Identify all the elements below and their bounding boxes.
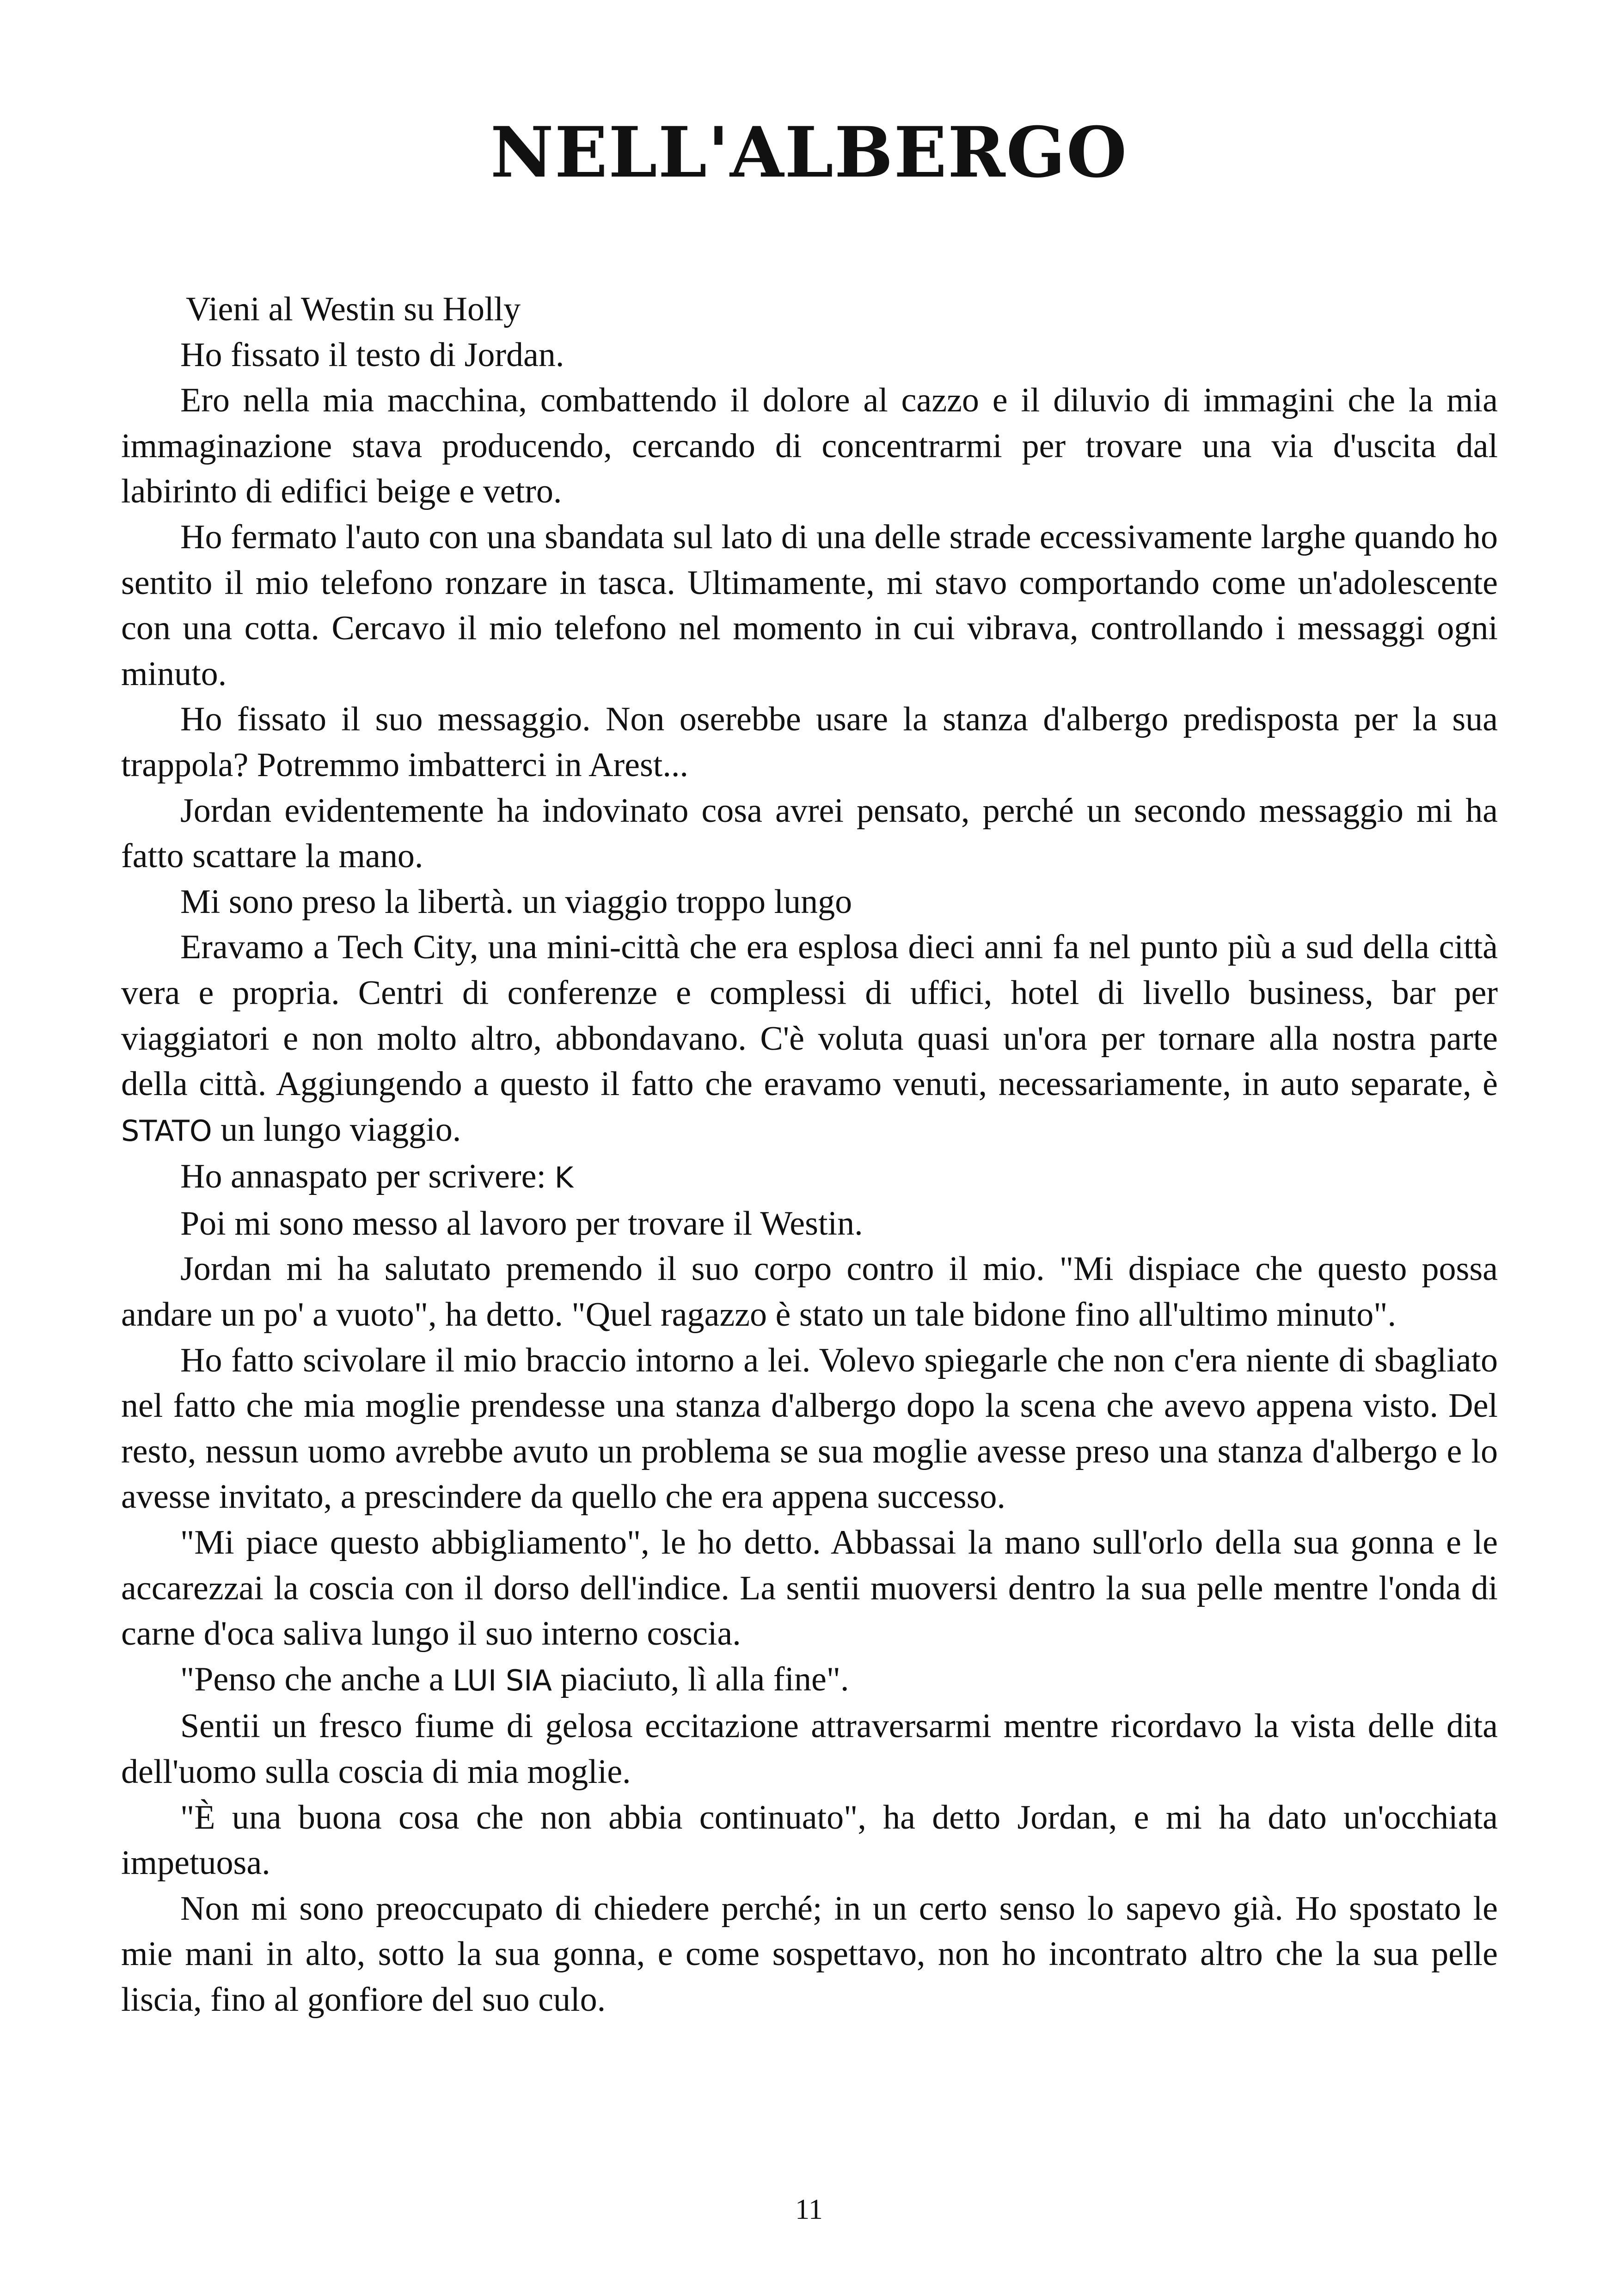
text-segment: Jordan evidentemente ha indovinato cosa avrei pensato, perché un secondo messaggio mi ha fatto scattare la mano. (121, 791, 1498, 876)
paragraph (121, 1246, 1498, 1337)
paragraph (121, 514, 1498, 697)
text-segment: Sentii un fresco fiume di gelosa eccitazione attraversarmi mentre ricordavo la vista delle dita dell'uomo sulla coscia di mia moglie. (121, 1707, 1498, 1791)
text-segment: Poi mi sono messo al lavoro per trovare il Westin. (180, 1204, 863, 1243)
text-segment: Ho fissato il suo messaggio. Non oserebbe usare la stanza d'albergo predisposta per la sua trappola? Potremmo imbatterci in Arest... (121, 700, 1498, 784)
text-segment: un lungo viaggio. (212, 1110, 461, 1149)
text-segment: "Mi piace questo abbigliamento", le ho detto. Abbassai la mano sull'orlo della sua gonna e le accarezzai la coscia con il dorso dell'indice. La sentii muoversi dentro la sua pelle mentre l'onda di carne d'oca saliva lungo il suo interno coscia. (121, 1524, 1498, 1653)
text-segment: Vieni al Westin su Holly (186, 290, 521, 328)
paragraph (121, 287, 1498, 332)
paragraph (121, 1657, 1498, 1704)
paragraph (121, 697, 1498, 788)
text-segment: Ho fatto scivolare il mio braccio intorno a lei. Volevo spiegarle che non c'era niente di sbagliato nel fatto che mia moglie prendesse una stanza d'albergo dopo la scena che avevo appena visto. Del resto, nessun uomo avrebbe avuto un problema se sua moglie avesse preso una stanza d'albergo e lo avesse invitato, a prescindere da quello che era appena successo. (121, 1341, 1498, 1516)
text-segment: Ho fermato l'auto con una sbandata sul lato di una delle strade eccessivamente larghe quando ho sentito il mio telefono ronzare in tasca. Ultimamente, mi stavo comportando come un'adolescente con una cotta. Cercavo il mio telefono nel momento in cui vibrava, controllando i messaggi ogni minuto. (121, 518, 1498, 693)
text-segment: Jordan mi ha salutato premendo il suo corpo contro il mio. "Mi dispiace che questo possa andare un po' a vuoto", ha detto. "Quel ragazzo è stato un tale bidone fino all'ultimo minuto". (121, 1250, 1498, 1334)
inline-sans-text: K (554, 1161, 574, 1195)
paragraph (121, 879, 1498, 925)
page-number: 11 (795, 2194, 823, 2225)
chapter-title: NELL'ALBERGO (490, 112, 1128, 193)
inline-sans-text: STATO (121, 1114, 212, 1148)
paragraph (121, 1201, 1498, 1247)
text-segment: Eravamo a Tech City, una mini-città che era esplosa dieci anni fa nel punto più a sud della città vera e propria. Centri di conferenze e complessi di uffici, hotel di livello business, bar per viaggiatori e non molto altro, abbondavano. C'è voluta quasi un'ora per tornare alla nostra parte della città. Aggiungendo a questo il fatto che eravamo venuti, necessariamente, in auto separate, è (121, 928, 1498, 1103)
paragraph (121, 1886, 1498, 2023)
paragraph (121, 1154, 1498, 1201)
paragraph (121, 1795, 1498, 1886)
text-segment: piaciuto, lì alla fine". (552, 1660, 849, 1698)
paragraph (121, 332, 1498, 378)
paragraph (121, 925, 1498, 1154)
inline-sans-text: LUI SIA (453, 1663, 552, 1697)
paragraph (121, 1338, 1498, 1520)
text-segment: "È una buona cosa che non abbia continuato", ha detto Jordan, e mi ha dato un'occhiata impetuosa. (121, 1798, 1498, 1882)
text-segment: Ero nella mia macchina, combattendo il dolore al cazzo e il diluvio di immagini che la mia immaginazione stava producendo, cercando di concentrarmi per trovare una via d'uscita dal labirinto di edifici beige e vetro. (121, 381, 1498, 511)
paragraph (121, 1703, 1498, 1794)
text-segment: Mi sono preso la libertà. un viaggio troppo lungo (180, 882, 852, 921)
paragraph (121, 788, 1498, 879)
text-segment: "Penso che anche a (180, 1660, 453, 1698)
text-segment: Non mi sono preoccupato di chiedere perché; in un certo senso lo sapevo già. Ho spostato le mie mani in alto, sotto la sua gonna, e come sospettavo, non ho incontrato altro che la sua pelle liscia, fino al gonfiore del suo culo. (121, 1889, 1498, 2019)
paragraph (121, 1520, 1498, 1657)
text-segment: Ho annaspato per scrivere: (180, 1157, 555, 1196)
chapter-body (121, 287, 1498, 2023)
text-segment: Ho fissato il testo di Jordan. (180, 336, 564, 374)
paragraph (121, 378, 1498, 514)
